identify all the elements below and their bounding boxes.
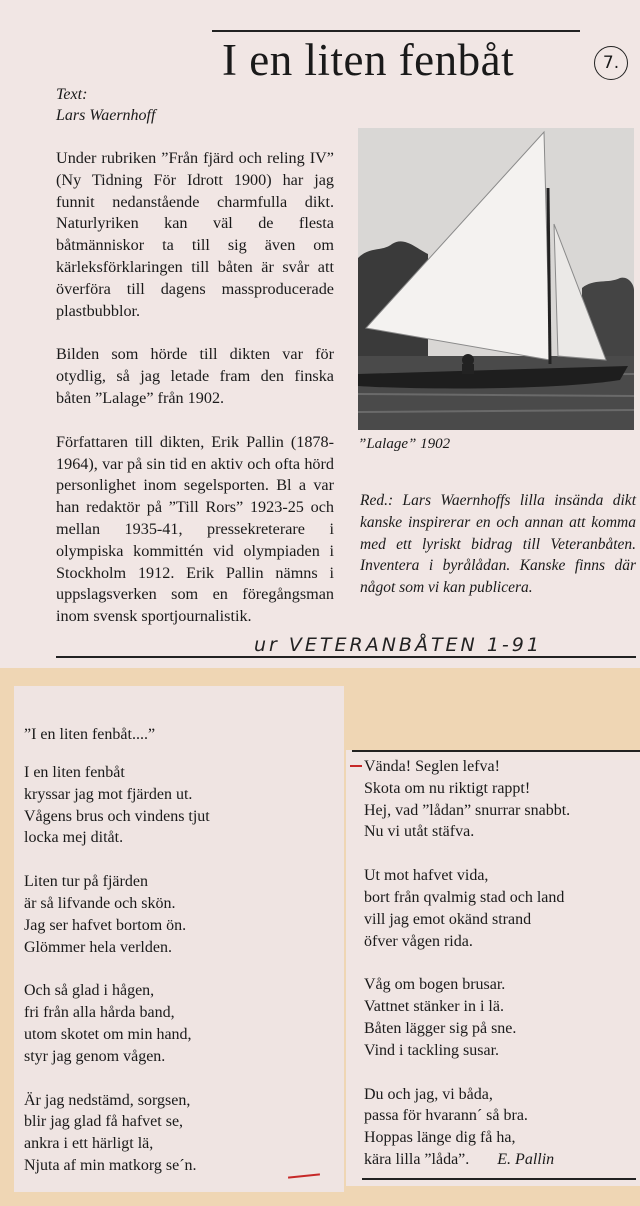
- verse-line: Våg om bogen brusar.: [364, 976, 506, 994]
- article-body: [56, 148, 334, 650]
- editor-note: Red.: Lars Waernhoffs lilla insända dikt kanske inspirerar en och annan att komma med ett lyriskt bidrag till Veteranbåten. Inventera i byrålådan. Kanske finns där något som vi kan publicera.: [360, 492, 636, 597]
- stanza: [24, 871, 210, 958]
- verse-line: fri från alla hårda band,: [24, 1004, 175, 1022]
- title-rule: [212, 30, 580, 32]
- handwritten-source-note: ur VETERANBÅTEN 1-91: [254, 634, 542, 656]
- verse-line: Vågens brus och vindens tjut: [24, 807, 210, 825]
- right-top-rule: [352, 750, 640, 752]
- verse-line: [364, 1149, 570, 1171]
- byline: [56, 84, 155, 126]
- verse-line: ankra i ett härligt lä,: [24, 1135, 154, 1153]
- article-title: I en liten fenbåt: [222, 35, 515, 85]
- byline-author: Lars Waernhoff: [56, 107, 156, 124]
- verse-line: styr jag genom vågen.: [24, 1047, 166, 1065]
- verse-line: öfver vågen rida.: [364, 932, 473, 950]
- photo-caption: ”Lalage” 1902: [358, 436, 451, 452]
- sailboat-photo: [358, 128, 634, 430]
- right-bottom-rule: [362, 1178, 636, 1180]
- bottom-rule: [56, 656, 636, 658]
- verse-line: Hoppas länge dig få ha,: [364, 1129, 516, 1147]
- stanza: [364, 1084, 570, 1171]
- verse-line: Vind i tackling susar.: [364, 1041, 500, 1059]
- verse-line: Du och jag, vi båda,: [364, 1085, 493, 1103]
- verse-line: Vattnet stänker in i lä.: [364, 998, 504, 1016]
- verse-line: Hej, vad ”lådan” snurrar snabbt.: [364, 801, 571, 819]
- poem-signature: E. Pallin: [497, 1150, 555, 1168]
- page-number-circle: 7.: [594, 46, 628, 80]
- stanza: [24, 980, 210, 1067]
- stanza: [364, 865, 570, 952]
- verse-line: passa för hvarann´ så bra.: [364, 1107, 528, 1125]
- verse-line: bort från qvalmig stad och land: [364, 888, 565, 906]
- verse-line: I en liten fenbåt: [24, 764, 125, 781]
- verse-line: Skota om nu riktigt rappt!: [364, 779, 531, 797]
- poem-heading: ”I en liten fenbåt....”: [24, 726, 156, 743]
- verse-line: Liten tur på fjärden: [24, 873, 148, 891]
- sailboat-illustration: [358, 128, 634, 430]
- paragraph: Författaren till dikten, Erik Pallin (1878-1964), var på sin tid en aktiv och ofta hörd personlighet inom segelsporten. Bl a var han redaktör på ”Till Rors” 1923-25 och mellan 1935-41, pressekreterare i olympiska kommittén vid olympiaden i Stockholm 1912. Erik Pallin nämns i uppslagsverken som en föregångsman inom svensk sportjournalistik.: [56, 432, 334, 626]
- verse-line: blir jag glad få hafvet se,: [24, 1113, 184, 1131]
- verse-line: Glömmer hela verlden.: [24, 938, 172, 956]
- verse-line: Och så glad i hågen,: [24, 982, 155, 1000]
- paragraph: Under rubriken ”Från fjärd och reling IV” (Ny Tidning För Idrott 1900) har jag funnit nedanstående charmfulla dikt. Naturlyriken kan väl de flesta båtmänniskor ta till sig även om kärleksförklaringen till båten är svår att överföra till dagens massproducerade plastbubblor.: [56, 149, 334, 320]
- verse-line: är så lifvande och skön.: [24, 894, 176, 912]
- poem-left-column: [24, 762, 210, 1199]
- red-pen-mark: [350, 765, 362, 767]
- verse-line: utom skotet om min hand,: [24, 1025, 192, 1043]
- verse-line: Ut mot hafvet vida,: [364, 867, 489, 885]
- poem-right-column: [364, 756, 570, 1193]
- verse-line: locka mej ditåt.: [24, 829, 124, 847]
- stanza: [364, 974, 570, 1061]
- verse-line: kryssar jag mot fjärden ut.: [24, 785, 193, 803]
- verse-line: vill jag emot okänd strand: [364, 910, 532, 928]
- verse-line: Är jag nedstämd, sorgsen,: [24, 1091, 191, 1109]
- verse-line: Båten lägger sig på sne.: [364, 1019, 517, 1037]
- verse-line: Nu vi utåt stäfva.: [364, 823, 475, 841]
- paragraph: Bilden som hörde till dikten var för otydlig, så jag letade fram den finska båten ”Lalage” från 1902.: [56, 345, 334, 407]
- verse-line: Jag ser hafvet bortom ön.: [24, 916, 187, 934]
- byline-label: Text:: [56, 86, 88, 103]
- stanza: [24, 762, 210, 849]
- verse-line: Vända! Seglen lefva!: [364, 758, 500, 775]
- verse-line-text: kära lilla ”låda”.: [364, 1150, 470, 1168]
- stanza: [24, 1090, 210, 1177]
- stanza: [364, 756, 570, 843]
- verse-line: Njuta af min matkorg se´n.: [24, 1156, 197, 1174]
